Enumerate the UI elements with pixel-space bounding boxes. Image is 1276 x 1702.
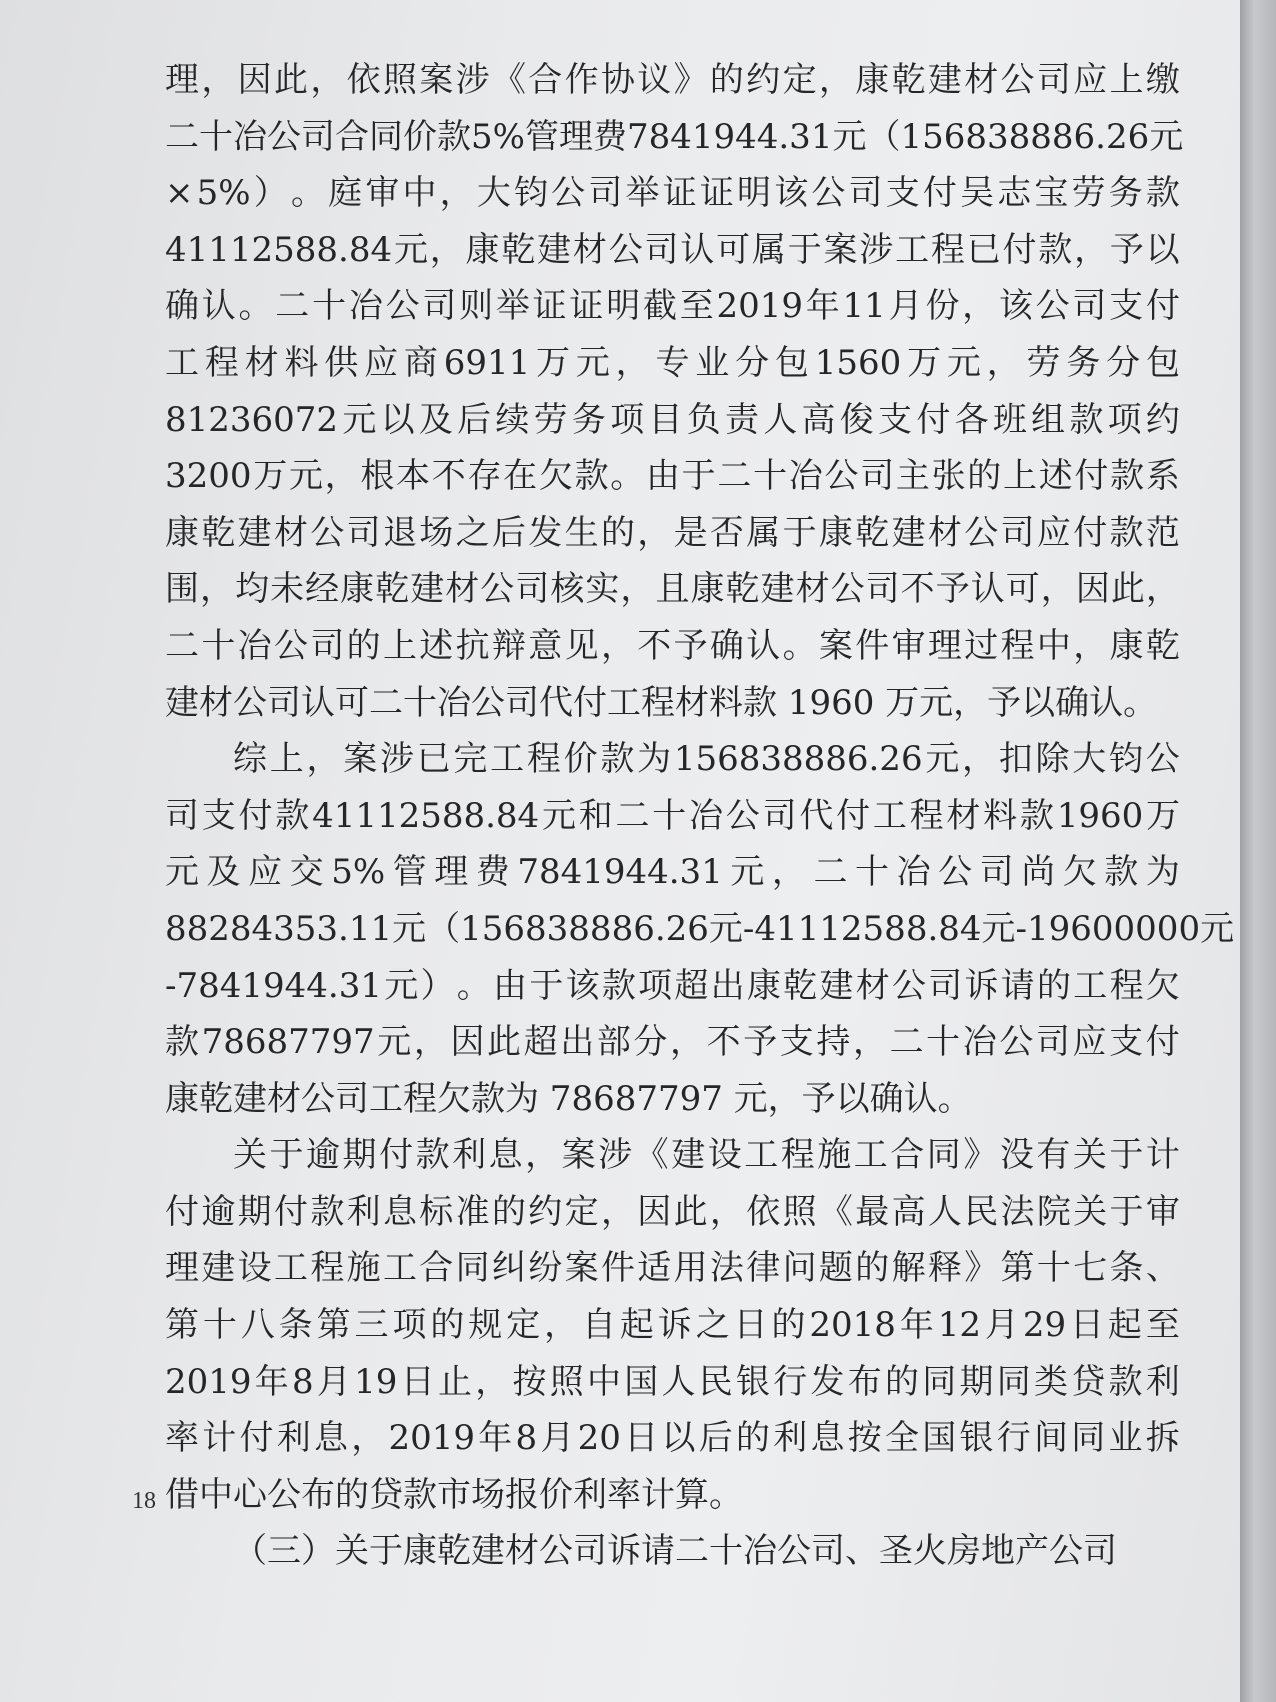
text-line: 理 建 设 工 程 施 工 合 同 纠 纷 案 件 适 用 法 律 问 题 的 解 释 》 第 十 七 条 、	[165, 1248, 1180, 1289]
paragraph	[165, 52, 1184, 731]
paragraph	[165, 731, 1235, 1127]
text-line: 率 计 付 利 息 ， 2019 年 8 月 20 日 以 后 的 利 息 按 全 国 银 行 间 同 业 拆	[165, 1418, 1180, 1459]
text-line: 第 十 八 条 第 三 项 的 规 定 ， 自 起 诉 之 日 的 2018 年 12 月 29 日 起 至	[165, 1305, 1180, 1346]
text-line: 工 程 材 料 供 应 商 6911 万 元 ， 专 业 分 包 1560 万 元 ， 劳 务 分 包	[165, 342, 1180, 383]
text-line: 款 78687797 元 ， 因 此 超 出 部 分 ， 不 予 支 持 ， 二 十 冶 公 司 应 支 付	[165, 1022, 1180, 1063]
text-line: 建材公司认可二十冶公司代付工程材料款 1960 万元，予以确认。	[165, 682, 1158, 723]
text-line: 2019 年 8 月 19 日 止 ， 按 照 中 国 人 民 银 行 发 布 的 同 期 同 类 贷 款 利	[165, 1361, 1180, 1402]
text-line: 综 上 ， 案 涉 已 完 工 程 价 款 为 156838886.26 元 ， 扣 除 大 钧 公	[233, 739, 1180, 780]
text-line: 二 十 冶 公 司 合 同 价 款 5% 管 理 费 7841944.31 元 （ 156838886.26 元	[165, 116, 1184, 157]
text-line: 3200 万 元 ， 根 本 不 存 在 欠 款 。 由 于 二 十 冶 公 司 主 张 的 上 述 付 款 系	[165, 456, 1180, 497]
body-text	[165, 52, 1235, 1580]
text-line: 付 逾 期 付 款 利 息 标 准 的 约 定 ， 因 此 ， 依 照 《 最 高 人 民 法 院 关 于 审	[165, 1191, 1180, 1232]
text-line: 理 ， 因 此 ， 依 照 案 涉 《 合 作 协 议 》 的 约 定 ， 康 乾 建 材 公 司 应 上 缴	[165, 60, 1180, 100]
text-line: 二 十 冶 公 司 的 上 述 抗 辩 意 见 ， 不 予 确 认 。 案 件 审 理 过 程 中 ， 康 乾	[165, 625, 1180, 666]
text-line: 确 认 。 二 十 冶 公 司 则 举 证 证 明 截 至 2019 年 11 月 份 ， 该 公 司 支 付	[165, 286, 1180, 327]
text-line: 康乾建材公司工程欠款为 78687797 元，予以确认。	[165, 1078, 972, 1119]
paragraph	[165, 1127, 1180, 1523]
text-line: 81236072 元 以 及 后 续 劳 务 项 目 负 责 人 高 俊 支 付 各 班 组 款 项 约	[165, 399, 1180, 440]
text-line: 康 乾 建 材 公 司 退 场 之 后 发 生 的 ， 是 否 属 于 康 乾 建 材 公 司 应 付 款 范	[165, 512, 1180, 553]
text-line: 司 支 付 款 41112588.84 元 和 二 十 冶 公 司 代 付 工 程 材 料 款 1960 万	[165, 795, 1180, 836]
text-line: 借中心公布的贷款市场报价利率计算。	[165, 1474, 743, 1515]
text-line: 关 于 逾 期 付 款 利 息 ， 案 涉 《 建 设 工 程 施 工 合 同 》 没 有 关 于 计	[233, 1135, 1180, 1176]
text-line: （三）关于康乾建材公司诉请二十冶公司、圣火房地产公司	[233, 1531, 1117, 1572]
text-line: 88284353.11 元 （ 156838886.26 元 -41112588.84 元 -19600000 元	[165, 908, 1235, 949]
text-line: 41112588.84 元 ， 康 乾 建 材 公 司 认 可 属 于 案 涉 工 程 已 付 款 ， 予 以	[165, 229, 1180, 270]
paragraph	[165, 1523, 1180, 1580]
text-line: 围 ， 均 未 经 康 乾 建 材 公 司 核 实 ， 且 康 乾 建 材 公 司 不 予 认 可 ， 因 此 ，	[165, 569, 1180, 610]
text-line: 元 及 应 交 5% 管 理 费 7841944.31 元 ， 二 十 冶 公 司 尚 欠 款 为	[165, 852, 1180, 893]
page-stack-edge	[1240, 0, 1276, 1702]
text-line: -7841944.31 元 ） 。 由 于 该 款 项 超 出 康 乾 建 材 公 司 诉 请 的 工 程 欠	[165, 965, 1180, 1006]
text-line: × 5% ） 。 庭 审 中 ， 大 钧 公 司 举 证 证 明 该 公 司 支 付 吴 志 宝 劳 务 款	[165, 173, 1180, 214]
page-number: 18	[132, 1488, 156, 1514]
